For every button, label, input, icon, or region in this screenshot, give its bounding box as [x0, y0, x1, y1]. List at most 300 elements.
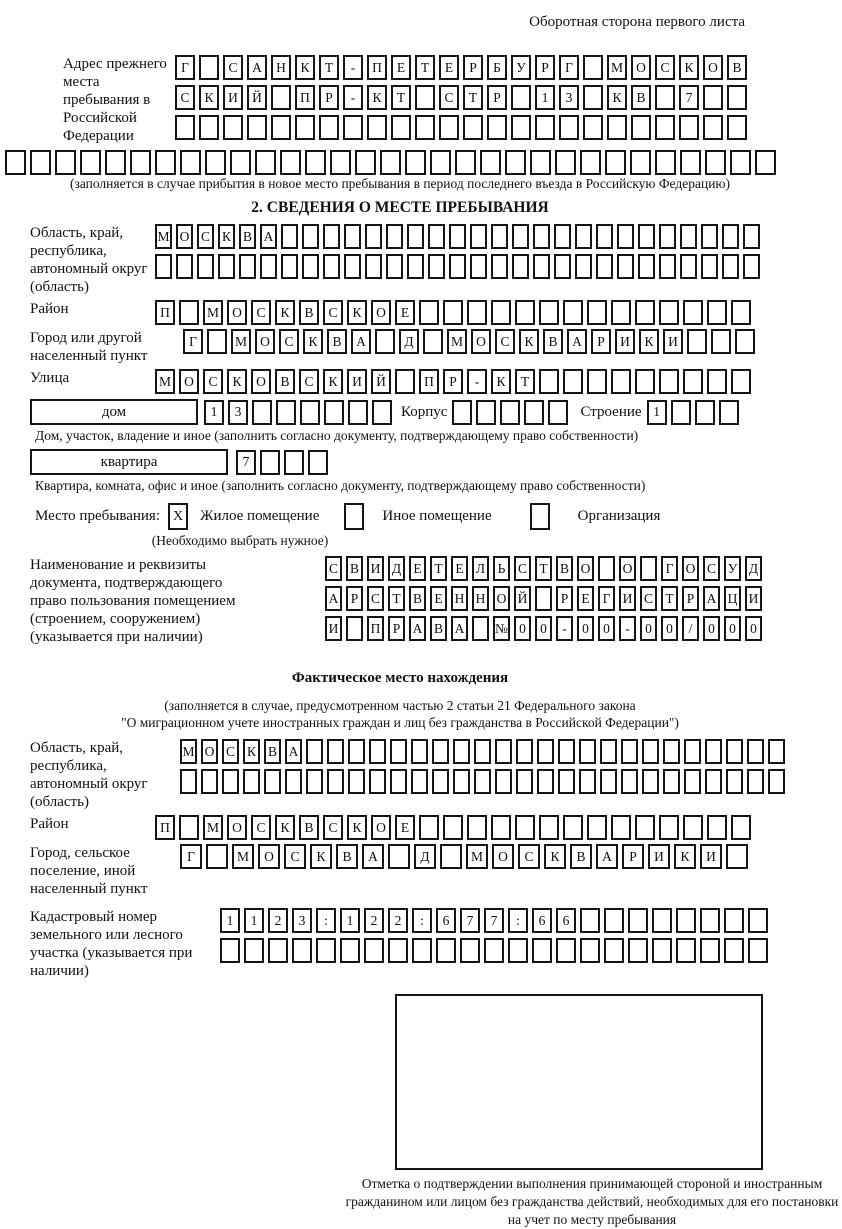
- char-box[interactable]: Р: [622, 844, 644, 869]
- char-box[interactable]: А: [567, 329, 587, 354]
- char-box[interactable]: К: [295, 55, 315, 80]
- char-box[interactable]: [533, 254, 550, 279]
- char-box[interactable]: [284, 450, 304, 475]
- char-box[interactable]: [630, 150, 651, 175]
- char-box[interactable]: [642, 769, 659, 794]
- char-box[interactable]: О: [255, 329, 275, 354]
- char-box[interactable]: С: [223, 55, 243, 80]
- char-box[interactable]: [467, 815, 487, 840]
- char-box[interactable]: [655, 150, 676, 175]
- char-box[interactable]: [484, 938, 504, 963]
- char-box[interactable]: У: [724, 556, 741, 581]
- char-box[interactable]: К: [243, 739, 260, 764]
- char-box[interactable]: [487, 115, 507, 140]
- char-box[interactable]: [558, 739, 575, 764]
- char-box[interactable]: [748, 938, 768, 963]
- char-box[interactable]: [532, 938, 552, 963]
- char-box[interactable]: Е: [430, 586, 447, 611]
- char-box[interactable]: [491, 224, 508, 249]
- char-box[interactable]: [495, 769, 512, 794]
- char-box[interactable]: М: [231, 329, 251, 354]
- char-box[interactable]: [700, 908, 720, 933]
- char-box[interactable]: [264, 769, 281, 794]
- char-box[interactable]: [659, 254, 676, 279]
- char-box[interactable]: Р: [487, 85, 507, 110]
- char-box[interactable]: П: [155, 300, 175, 325]
- char-box[interactable]: [180, 150, 201, 175]
- char-box[interactable]: В: [556, 556, 573, 581]
- char-box[interactable]: [537, 769, 554, 794]
- char-box[interactable]: В: [346, 556, 363, 581]
- char-box[interactable]: [676, 938, 696, 963]
- char-box[interactable]: С: [197, 224, 214, 249]
- char-box[interactable]: [731, 369, 751, 394]
- char-box[interactable]: [472, 616, 489, 641]
- char-box[interactable]: [512, 224, 529, 249]
- char-box[interactable]: С: [251, 815, 271, 840]
- char-box[interactable]: [676, 908, 696, 933]
- char-box[interactable]: Н: [451, 586, 468, 611]
- char-box[interactable]: [430, 150, 451, 175]
- char-box[interactable]: [730, 150, 751, 175]
- char-box[interactable]: [731, 815, 751, 840]
- char-box[interactable]: [344, 224, 361, 249]
- char-box[interactable]: [419, 300, 439, 325]
- char-box[interactable]: О: [493, 586, 510, 611]
- char-box[interactable]: [199, 55, 219, 80]
- char-box[interactable]: [316, 938, 336, 963]
- char-box[interactable]: [512, 254, 529, 279]
- char-box[interactable]: О: [371, 300, 391, 325]
- char-box[interactable]: С: [703, 556, 720, 581]
- char-box[interactable]: Т: [391, 85, 411, 110]
- char-box[interactable]: [386, 254, 403, 279]
- char-box[interactable]: [369, 769, 386, 794]
- char-box[interactable]: А: [703, 586, 720, 611]
- char-box[interactable]: [680, 224, 697, 249]
- char-box[interactable]: [365, 254, 382, 279]
- char-box[interactable]: [563, 815, 583, 840]
- char-box[interactable]: А: [285, 739, 302, 764]
- char-box[interactable]: [474, 739, 491, 764]
- char-box[interactable]: [252, 400, 272, 425]
- char-box[interactable]: К: [679, 55, 699, 80]
- char-box[interactable]: [460, 938, 480, 963]
- char-box[interactable]: [179, 300, 199, 325]
- char-box[interactable]: [323, 254, 340, 279]
- char-box[interactable]: И: [347, 369, 367, 394]
- char-box[interactable]: [302, 254, 319, 279]
- char-box[interactable]: [683, 300, 703, 325]
- char-box[interactable]: С: [655, 55, 675, 80]
- house-type-box[interactable]: дом: [30, 399, 198, 425]
- char-box[interactable]: К: [347, 815, 367, 840]
- char-box[interactable]: В: [727, 55, 747, 80]
- char-box[interactable]: [319, 115, 339, 140]
- organization-checkbox[interactable]: [530, 503, 550, 530]
- char-box[interactable]: [260, 450, 280, 475]
- char-box[interactable]: [281, 224, 298, 249]
- char-box[interactable]: Е: [391, 55, 411, 80]
- char-box[interactable]: [388, 844, 410, 869]
- char-box[interactable]: В: [631, 85, 651, 110]
- char-box[interactable]: [604, 938, 624, 963]
- char-box[interactable]: -: [619, 616, 636, 641]
- char-box[interactable]: [580, 150, 601, 175]
- char-box[interactable]: [748, 908, 768, 933]
- char-box[interactable]: [367, 115, 387, 140]
- char-box[interactable]: 0: [577, 616, 594, 641]
- char-box[interactable]: [452, 400, 472, 425]
- char-box[interactable]: Е: [577, 586, 594, 611]
- char-box[interactable]: [390, 739, 407, 764]
- char-box[interactable]: [380, 150, 401, 175]
- char-box[interactable]: [511, 115, 531, 140]
- char-box[interactable]: К: [323, 369, 343, 394]
- char-box[interactable]: [621, 739, 638, 764]
- char-box[interactable]: [340, 938, 360, 963]
- char-box[interactable]: [327, 769, 344, 794]
- char-box[interactable]: [295, 115, 315, 140]
- char-box[interactable]: [348, 769, 365, 794]
- char-box[interactable]: Р: [346, 586, 363, 611]
- char-box[interactable]: И: [745, 586, 762, 611]
- char-box[interactable]: [207, 329, 227, 354]
- char-box[interactable]: П: [295, 85, 315, 110]
- char-box[interactable]: [743, 224, 760, 249]
- char-box[interactable]: [130, 150, 151, 175]
- char-box[interactable]: [220, 938, 240, 963]
- char-box[interactable]: [244, 938, 264, 963]
- char-box[interactable]: [455, 150, 476, 175]
- char-box[interactable]: [268, 938, 288, 963]
- char-box[interactable]: [423, 329, 443, 354]
- char-box[interactable]: [327, 739, 344, 764]
- char-box[interactable]: [348, 400, 368, 425]
- char-box[interactable]: [516, 739, 533, 764]
- char-box[interactable]: К: [347, 300, 367, 325]
- char-box[interactable]: [640, 556, 657, 581]
- char-box[interactable]: [343, 115, 363, 140]
- char-box[interactable]: [260, 254, 277, 279]
- char-box[interactable]: К: [639, 329, 659, 354]
- char-box[interactable]: В: [264, 739, 281, 764]
- char-box[interactable]: Е: [439, 55, 459, 80]
- char-box[interactable]: 1: [244, 908, 264, 933]
- char-box[interactable]: 3: [292, 908, 312, 933]
- char-box[interactable]: 0: [514, 616, 531, 641]
- char-box[interactable]: 6: [556, 908, 576, 933]
- char-box[interactable]: [635, 300, 655, 325]
- char-box[interactable]: [515, 300, 535, 325]
- char-box[interactable]: [558, 769, 575, 794]
- char-box[interactable]: [463, 115, 483, 140]
- char-box[interactable]: [695, 400, 715, 425]
- char-box[interactable]: Т: [319, 55, 339, 80]
- char-box[interactable]: [575, 224, 592, 249]
- char-box[interactable]: С: [279, 329, 299, 354]
- char-box[interactable]: О: [577, 556, 594, 581]
- char-box[interactable]: [491, 815, 511, 840]
- char-box[interactable]: С: [325, 556, 342, 581]
- char-box[interactable]: С: [299, 369, 319, 394]
- char-box[interactable]: С: [323, 815, 343, 840]
- char-box[interactable]: [659, 224, 676, 249]
- char-box[interactable]: В: [299, 815, 319, 840]
- char-box[interactable]: [218, 254, 235, 279]
- char-box[interactable]: [554, 224, 571, 249]
- char-box[interactable]: [412, 938, 432, 963]
- char-box[interactable]: Ь: [493, 556, 510, 581]
- char-box[interactable]: [556, 938, 576, 963]
- char-box[interactable]: [600, 769, 617, 794]
- char-box[interactable]: Н: [472, 586, 489, 611]
- char-box[interactable]: :: [316, 908, 336, 933]
- char-box[interactable]: [583, 55, 603, 80]
- char-box[interactable]: [375, 329, 395, 354]
- char-box[interactable]: [292, 938, 312, 963]
- char-box[interactable]: А: [451, 616, 468, 641]
- char-box[interactable]: [705, 150, 726, 175]
- char-box[interactable]: [346, 616, 363, 641]
- char-box[interactable]: О: [492, 844, 514, 869]
- char-box[interactable]: [707, 300, 727, 325]
- char-box[interactable]: [705, 769, 722, 794]
- char-box[interactable]: [372, 400, 392, 425]
- char-box[interactable]: [30, 150, 51, 175]
- char-box[interactable]: Р: [682, 586, 699, 611]
- char-box[interactable]: [436, 938, 456, 963]
- char-box[interactable]: С: [284, 844, 306, 869]
- char-box[interactable]: М: [447, 329, 467, 354]
- char-box[interactable]: [580, 908, 600, 933]
- char-box[interactable]: 1: [340, 908, 360, 933]
- char-box[interactable]: О: [176, 224, 193, 249]
- char-box[interactable]: [652, 938, 672, 963]
- char-box[interactable]: Т: [535, 556, 552, 581]
- stamp-box[interactable]: [395, 994, 763, 1170]
- char-box[interactable]: Г: [180, 844, 202, 869]
- char-box[interactable]: -: [467, 369, 487, 394]
- char-box[interactable]: [659, 369, 679, 394]
- char-box[interactable]: :: [412, 908, 432, 933]
- char-box[interactable]: Т: [515, 369, 535, 394]
- char-box[interactable]: [726, 769, 743, 794]
- char-box[interactable]: О: [631, 55, 651, 80]
- char-box[interactable]: 7: [679, 85, 699, 110]
- char-box[interactable]: 0: [703, 616, 720, 641]
- char-box[interactable]: [659, 815, 679, 840]
- char-box[interactable]: [559, 115, 579, 140]
- char-box[interactable]: [580, 938, 600, 963]
- char-box[interactable]: [271, 115, 291, 140]
- char-box[interactable]: [439, 115, 459, 140]
- char-box[interactable]: [563, 300, 583, 325]
- char-box[interactable]: [596, 224, 613, 249]
- char-box[interactable]: [505, 150, 526, 175]
- char-box[interactable]: О: [201, 739, 218, 764]
- char-box[interactable]: [587, 369, 607, 394]
- char-box[interactable]: [579, 769, 596, 794]
- char-box[interactable]: [655, 85, 675, 110]
- char-box[interactable]: [280, 150, 301, 175]
- char-box[interactable]: 1: [647, 400, 667, 425]
- char-box[interactable]: К: [367, 85, 387, 110]
- char-box[interactable]: О: [471, 329, 491, 354]
- char-box[interactable]: О: [227, 300, 247, 325]
- char-box[interactable]: 7: [460, 908, 480, 933]
- char-box[interactable]: [306, 739, 323, 764]
- char-box[interactable]: Й: [514, 586, 531, 611]
- char-box[interactable]: [511, 85, 531, 110]
- char-box[interactable]: К: [544, 844, 566, 869]
- char-box[interactable]: Р: [443, 369, 463, 394]
- char-box[interactable]: Р: [388, 616, 405, 641]
- char-box[interactable]: 1: [204, 400, 224, 425]
- char-box[interactable]: П: [367, 55, 387, 80]
- char-box[interactable]: [768, 739, 785, 764]
- char-box[interactable]: [305, 150, 326, 175]
- char-box[interactable]: П: [155, 815, 175, 840]
- char-box[interactable]: В: [409, 586, 426, 611]
- char-box[interactable]: [533, 224, 550, 249]
- char-box[interactable]: 7: [484, 908, 504, 933]
- char-box[interactable]: [524, 400, 544, 425]
- char-box[interactable]: [105, 150, 126, 175]
- char-box[interactable]: [281, 254, 298, 279]
- char-box[interactable]: К: [519, 329, 539, 354]
- char-box[interactable]: А: [409, 616, 426, 641]
- char-box[interactable]: М: [466, 844, 488, 869]
- char-box[interactable]: [491, 300, 511, 325]
- char-box[interactable]: Е: [451, 556, 468, 581]
- char-box[interactable]: [323, 224, 340, 249]
- char-box[interactable]: [411, 769, 428, 794]
- char-box[interactable]: [495, 739, 512, 764]
- char-box[interactable]: [635, 815, 655, 840]
- char-box[interactable]: М: [203, 815, 223, 840]
- char-box[interactable]: [671, 400, 691, 425]
- char-box[interactable]: [453, 739, 470, 764]
- char-box[interactable]: [701, 224, 718, 249]
- char-box[interactable]: [727, 115, 747, 140]
- char-box[interactable]: [575, 254, 592, 279]
- char-box[interactable]: С: [323, 300, 343, 325]
- char-box[interactable]: [539, 300, 559, 325]
- char-box[interactable]: [390, 769, 407, 794]
- char-box[interactable]: [628, 908, 648, 933]
- char-box[interactable]: М: [155, 369, 175, 394]
- char-box[interactable]: О: [682, 556, 699, 581]
- char-box[interactable]: [583, 115, 603, 140]
- char-box[interactable]: [491, 254, 508, 279]
- char-box[interactable]: -: [556, 616, 573, 641]
- char-box[interactable]: [155, 254, 172, 279]
- char-box[interactable]: [747, 769, 764, 794]
- char-box[interactable]: [467, 300, 487, 325]
- char-box[interactable]: Т: [415, 55, 435, 80]
- char-box[interactable]: О: [619, 556, 636, 581]
- char-box[interactable]: [535, 586, 552, 611]
- char-box[interactable]: [680, 254, 697, 279]
- char-box[interactable]: [407, 254, 424, 279]
- char-box[interactable]: [700, 938, 720, 963]
- char-box[interactable]: [596, 254, 613, 279]
- char-box[interactable]: Р: [463, 55, 483, 80]
- char-box[interactable]: А: [596, 844, 618, 869]
- char-box[interactable]: [579, 739, 596, 764]
- char-box[interactable]: /: [682, 616, 699, 641]
- char-box[interactable]: [179, 815, 199, 840]
- char-box[interactable]: С: [640, 586, 657, 611]
- char-box[interactable]: [663, 769, 680, 794]
- char-box[interactable]: У: [511, 55, 531, 80]
- char-box[interactable]: [330, 150, 351, 175]
- char-box[interactable]: [703, 85, 723, 110]
- char-box[interactable]: [683, 369, 703, 394]
- char-box[interactable]: [617, 254, 634, 279]
- char-box[interactable]: [735, 329, 755, 354]
- char-box[interactable]: К: [275, 300, 295, 325]
- char-box[interactable]: [205, 150, 226, 175]
- char-box[interactable]: [355, 150, 376, 175]
- char-box[interactable]: -: [343, 85, 363, 110]
- char-box[interactable]: [223, 115, 243, 140]
- char-box[interactable]: [407, 224, 424, 249]
- char-box[interactable]: Ц: [724, 586, 741, 611]
- char-box[interactable]: М: [155, 224, 172, 249]
- char-box[interactable]: О: [258, 844, 280, 869]
- char-box[interactable]: [722, 224, 739, 249]
- char-box[interactable]: [308, 450, 328, 475]
- char-box[interactable]: Р: [556, 586, 573, 611]
- char-box[interactable]: [642, 739, 659, 764]
- char-box[interactable]: 3: [559, 85, 579, 110]
- char-box[interactable]: С: [439, 85, 459, 110]
- char-box[interactable]: И: [619, 586, 636, 611]
- char-box[interactable]: [587, 815, 607, 840]
- char-box[interactable]: [175, 115, 195, 140]
- other-premises-checkbox[interactable]: [344, 503, 364, 530]
- char-box[interactable]: [605, 150, 626, 175]
- char-box[interactable]: [563, 369, 583, 394]
- char-box[interactable]: [743, 254, 760, 279]
- char-box[interactable]: [306, 769, 323, 794]
- char-box[interactable]: И: [663, 329, 683, 354]
- char-box[interactable]: [731, 300, 751, 325]
- char-box[interactable]: 0: [661, 616, 678, 641]
- char-box[interactable]: [621, 769, 638, 794]
- char-box[interactable]: [707, 815, 727, 840]
- char-box[interactable]: Г: [598, 586, 615, 611]
- char-box[interactable]: 1: [535, 85, 555, 110]
- char-box[interactable]: Д: [414, 844, 436, 869]
- char-box[interactable]: О: [371, 815, 391, 840]
- char-box[interactable]: М: [232, 844, 254, 869]
- char-box[interactable]: К: [491, 369, 511, 394]
- char-box[interactable]: [271, 85, 291, 110]
- char-box[interactable]: А: [247, 55, 267, 80]
- char-box[interactable]: [711, 329, 731, 354]
- char-box[interactable]: С: [203, 369, 223, 394]
- char-box[interactable]: [515, 815, 535, 840]
- char-box[interactable]: [587, 300, 607, 325]
- char-box[interactable]: М: [180, 739, 197, 764]
- char-box[interactable]: [415, 85, 435, 110]
- char-box[interactable]: В: [336, 844, 358, 869]
- char-box[interactable]: Й: [371, 369, 391, 394]
- char-box[interactable]: [539, 369, 559, 394]
